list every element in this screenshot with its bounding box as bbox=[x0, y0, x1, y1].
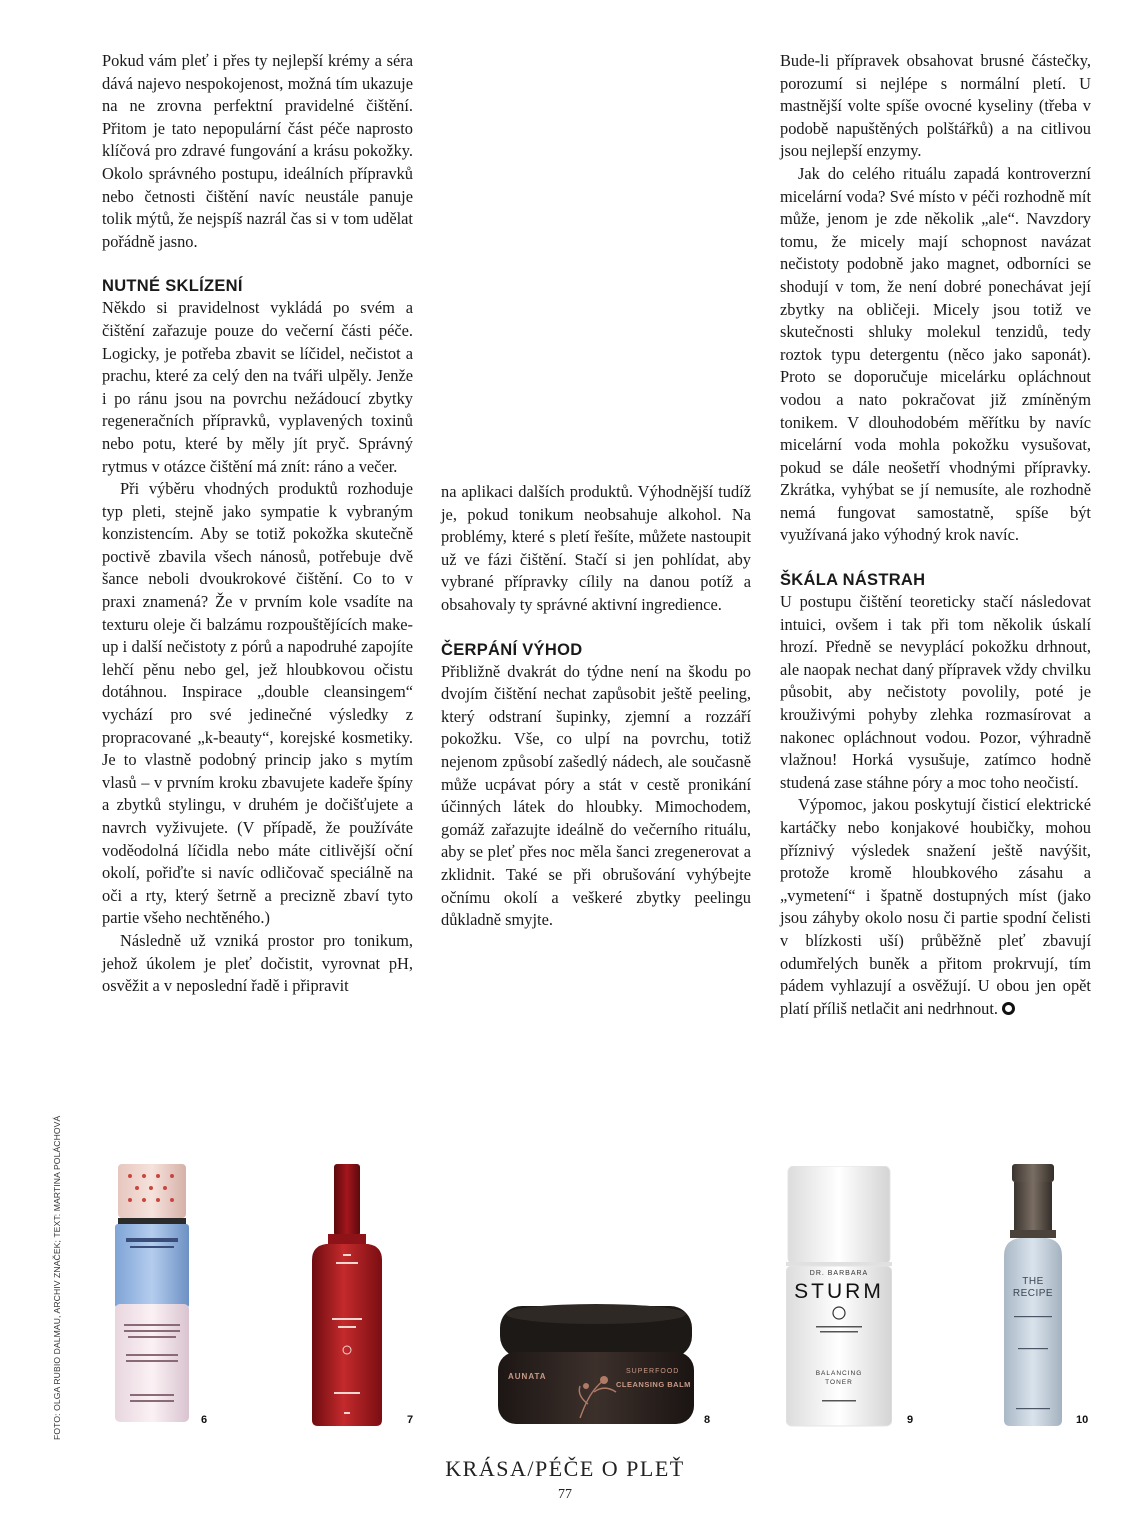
product-10-bottle bbox=[1000, 1164, 1066, 1428]
product-7-bottle bbox=[308, 1164, 386, 1426]
product-9-brand: STURM bbox=[794, 1280, 884, 1303]
body-paragraph-final bbox=[780, 794, 1091, 1020]
body-paragraph: Bude-li přípravek obsahovat brusné částečky, porozumí si nejlépe s normální pletí. U mastnější volte spíše ovocné kyseliny (třeba v podobě napuštěných polštářků) a na citlivou jsou nejlepší enzymy. bbox=[780, 51, 1091, 161]
product-9-label-2: TONER bbox=[825, 1379, 853, 1386]
section-heading-skala-nastrah: ŠKÁLA NÁSTRAH bbox=[780, 571, 926, 590]
bottle-7-illustration bbox=[308, 1164, 386, 1426]
article-column-2 bbox=[441, 481, 751, 932]
product-8-jar bbox=[498, 1300, 694, 1428]
body-paragraph: Jak do celého rituálu zapadá kontroverzní micelární voda? Své místo v péči rozhodně mít může, jenom je zde několik „ale“. Navzdory tomu, že micely mají schopnost navázat nečistoty podobně jako magnet, odborníci se shodují v tom, že není dobré ponechávat její zbytky na obličeji. Micely jsou totiž ve skutečnosti shluky molekul tenzidů, tedy roztok typu detergentu (něco jako saponát). Proto se doporučuje micelárku opláchnout vodou a nato pokračovat již zmíněným tonikem. V dlouhodobém měřítku by navíc micelární voda mohla pokožku vysušovat, pokud se dále neošetří vhodnými přípravky. Zkrátka, vyhýbat se jí nemusíte, ale rozhodně nemá fungovat samostatně, spíše být využívaná jako výhodný krok navíc. bbox=[780, 163, 1091, 545]
intro-paragraph: Pokud vám pleť i přes ty nejlepší krémy a séra dává najevo nespokojenost, možná tím ukazuje na ne zrovna perfektní pravidelné čištění. Přitom je tato nepopulární část péče naprosto klíčová pro zdravé fungování a krásu pokožky. Okolo správného postupu, ideálních přípravků nebo četnosti čištění navíc neustále panuje tolik mýtů, že nejspíš nazrál čas si v tom udělat pořádně jasno. bbox=[102, 51, 413, 251]
bottle-6-illustration bbox=[112, 1164, 192, 1426]
product-number-6: 6 bbox=[201, 1414, 208, 1426]
article-column-1 bbox=[102, 50, 413, 998]
final-text: Výpomoc, jakou poskytují čisticí elektrické kartáčky nebo konjakové houbičky, mohou příznivý výsledek snažení ještě navýšit, protože kromě hloubkového zásahu a „vymetení“ i špatně dostupných míst (jako jsou záhyby okolo nosu či partie spodní čelisti v blízkosti uší) průběžně pleť zbavují odumřelých buněk a přitom prokrvují, tím pádem vyhlazují a osvěžují. U obou jen opět platí příliš netlačit ani nedrhnout. bbox=[780, 795, 1091, 1018]
section-title-footer: KRÁSA/PÉČE O PLEŤ bbox=[445, 1456, 685, 1481]
product-10-label-1: THE bbox=[1022, 1276, 1044, 1287]
photo-credit: FOTO: OLGA RUBIO DALMAU, ARCHIV ZNAČEK; TEXT: MARTINA POLÁCHOVÁ bbox=[52, 1115, 62, 1440]
product-6-bottle bbox=[112, 1164, 192, 1426]
product-number-9: 9 bbox=[907, 1414, 914, 1426]
end-of-article-icon bbox=[1002, 1002, 1015, 1015]
product-9-label-1: BALANCING bbox=[815, 1370, 863, 1377]
product-8-label-1: SUPERFOOD bbox=[626, 1368, 680, 1375]
article-column-3 bbox=[780, 50, 1091, 1020]
product-9-bottle bbox=[786, 1166, 892, 1428]
section-heading-cerpani-vyhod: ČERPÁNÍ VÝHOD bbox=[441, 640, 583, 659]
product-number-10: 10 bbox=[1076, 1414, 1089, 1426]
product-number-8: 8 bbox=[704, 1414, 711, 1426]
body-paragraph: Přibližně dvakrát do týdne není na škodu po dvojím čištění nechat zapůsobit ještě peeling, který odstraní šupinky, zjemní a rozzáří pokožku. Vše, co ulpí na povrchu, totiž nejenom způsobí zašedlý nádech, ale současně může ucpávat póry a stát v cestě pronikání účinných látek do hloubky. Mimochodem, gomáž zařazujte ideálně do večerního rituálu, aby se pleť přes noc měla šanci zregenerovat a zklidnit. Také se při obrušování vyhýbejte očnímu okolí a veškeré zbytky peelingu důkladně smyjte. bbox=[441, 661, 751, 930]
body-paragraph: na aplikaci dalších produktů. Výhodnější tudíž je, pokud tonikum neobsahuje alkohol. Na problémy, které s pletí řešíte, můžete nastoupit už ve fázi čištění. Stačí si jen pohlídat, aby vybrané přípravky cílily na danou potíž a obsahovaly ty správné aktivní ingredience. bbox=[441, 482, 751, 614]
product-9-brand-top: DR. BARBARA bbox=[809, 1270, 869, 1277]
body-paragraph: Někdo si pravidelnost vykládá po svém a čištění zařazuje pouze do večerní části péče. Logicky, je potřeba zbavit se líčidel, nečistot a prachu, které za celý den na tváři ulpěly. Jenže i po ránu jsou na povrchu nežádoucí zbytky regeneračních přípravků, vyplavených toxinů nebo potu, které by měly jít pryč. Správný rytmus v otázce čištění má znít: ráno a večer. bbox=[102, 298, 413, 476]
body-paragraph: U postupu čištění teoreticky stačí následovat intuici, ovšem i tak při tom několik úskalí hrozí. Předně se nevyplácí pokožku drhnout, ale naopak nechat daný přípravek vždy chvilku působit, aby nečistoty povolily, poté je krouživými pohyby zlehka rozmasírovat a nakonec opláchnout vodou. Pozor, výhradně vlažnou! Horká vysušuje, zatímco hodně studená zase stáhne póry a moc toho neočistí. bbox=[780, 592, 1091, 792]
body-paragraph: Následně už vzniká prostor pro tonikum, jehož úkolem je pleť dočistit, vyrovnat pH, osvěžit a v neposlední řadě i připravit bbox=[102, 930, 413, 996]
product-10-label-2: RECIPE bbox=[1012, 1288, 1054, 1299]
jar-8-illustration bbox=[498, 1300, 694, 1428]
body-paragraph: Při výběru vhodných produktů rozhoduje typ pleti, stejně jako sympatie k vybraným konzistencím. Aby se totiž pokožka skutečně poctivě zbavila všech nánosů, potřebuje dvě šance neboli dvoukrokové čištění. Co to v praxi znamená? Že v prvním kole vsadíte na texturu oleje či balzámu rozpouštějících make-up i další nečistoty z pórů a napodruhé zapojíte lehčí pěnu nebo gel, jež hloubkovou očistu dotáhnou. Inspirace „double cleansingem“ vychází pro své jedinečné výsledky z propracované „k-beauty“, korejské kosmetiky. Je to vlastně podobný princip jako s mytím vlasů – v prvním kroku zbavujete kadeře špíny a zbytků stylingu, v druhém je dočišťujete a navrch vyživujete. (V případě, že používáte voděodolná líčidla nebo máte citlivější oční okolí, pořiďte si navíc odličovač speciálně na oči a rty, který šetrně a precizně zbaví tyto partie všeho nechtěného.) bbox=[102, 479, 413, 928]
product-number-7: 7 bbox=[407, 1414, 414, 1426]
product-8-label-2: CLEANSING BALM bbox=[616, 1380, 691, 1389]
section-heading-nutne-sklizeni: NUTNÉ SKLÍZENÍ bbox=[102, 277, 243, 296]
page-number: 77 bbox=[558, 1487, 572, 1502]
product-8-brand: AUNATA bbox=[508, 1372, 547, 1381]
